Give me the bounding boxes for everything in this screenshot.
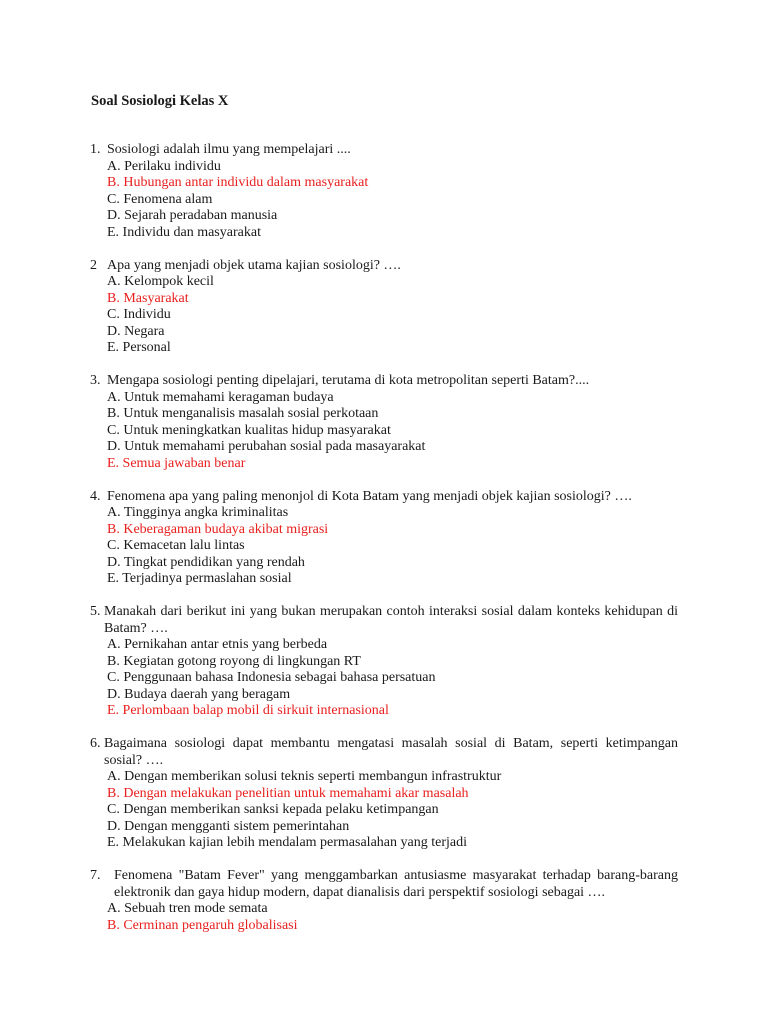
question-number: 5. — [90, 604, 101, 619]
option-list — [90, 901, 678, 934]
question-2 — [90, 258, 678, 357]
option: C. Untuk meningkatkan kualitas hidup masyarakat — [107, 422, 391, 438]
option: C. Individu — [107, 307, 171, 322]
option: A. Dengan memberikan solusi teknis seperti membangun infrastruktur — [107, 769, 502, 784]
question-text: Mengapa sosiologi penting dipelajari, terutama di kota metropolitan seperti Batam?.... — [107, 373, 590, 388]
question-stem — [90, 736, 678, 769]
question-1 — [90, 142, 678, 241]
question-6 — [90, 736, 678, 852]
option: E. Individu dan masyarakat — [107, 224, 261, 240]
option: A. Pernikahan antar etnis yang berbeda — [107, 637, 328, 652]
option: D. Untuk memahami perubahan sosial pada masayarakat — [107, 439, 426, 454]
option: B. Kegiatan gotong royong di lingkungan RT — [107, 653, 361, 669]
option: E. Personal — [107, 340, 171, 355]
option-list — [90, 159, 678, 242]
option-correct: B. Keberagaman budaya akibat migrasi — [107, 521, 329, 537]
option: E. Terjadinya permaslahan sosial — [107, 571, 292, 586]
question-number: 3. — [90, 373, 101, 388]
option: E. Melakukan kajian lebih mendalam permasalahan yang terjadi — [107, 835, 467, 850]
option: A. Tingginya angka kriminalitas — [107, 505, 289, 520]
option: A. Kelompok kecil — [107, 274, 214, 289]
question-stem — [90, 489, 678, 506]
option-list — [90, 769, 678, 852]
option-correct: B. Hubungan antar individu dalam masyarakat — [107, 175, 369, 190]
option-correct: B. Cerminan pengaruh globalisasi — [107, 917, 298, 933]
question-3 — [90, 373, 678, 472]
option: C. Kemacetan lalu lintas — [107, 538, 245, 553]
option-correct: E. Semua jawaban benar — [107, 455, 246, 471]
question-number: 7. — [90, 868, 101, 883]
option-correct: E. Perlombaan balap mobil di sirkuit internasional — [107, 703, 389, 718]
option: D. Tingkat pendidikan yang rendah — [107, 554, 305, 570]
question-stem — [90, 868, 678, 901]
option: A. Perilaku individu — [107, 158, 221, 174]
option-list — [90, 505, 678, 588]
question-number: 6. — [90, 736, 101, 751]
question-text: Apa yang menjadi objek utama kajian sosiologi? …. — [107, 257, 401, 273]
option: C. Penggunaan bahasa Indonesia sebagai bahasa persatuan — [107, 670, 436, 685]
question-text: Bagaimana sosiologi dapat membantu mengatasi masalah sosial di Batam, seperti ketimpangan sosial? …. — [104, 736, 678, 768]
option: C. Fenomena alam — [107, 191, 213, 207]
option-list — [90, 274, 678, 357]
question-text: Fenomena "Batam Fever" yang menggambarkan antusiasme masyarakat terhadap barang-barang elektronik dan gaya hidup modern, dapat dianalisis dari perspektif sosiologi sebagai …. — [114, 868, 678, 900]
option-list — [90, 390, 678, 473]
question-text: Fenomena apa yang paling menonjol di Kota Batam yang menjadi objek kajian sosiologi? …. — [107, 488, 632, 504]
option: D. Sejarah peradaban manusia — [107, 208, 278, 223]
question-stem — [90, 258, 678, 275]
option: C. Dengan memberikan sanksi kepada pelaku ketimpangan — [107, 802, 439, 817]
question-stem — [90, 604, 678, 637]
question-text: Sosiologi adalah ilmu yang mempelajari .... — [107, 142, 351, 157]
option: D. Budaya daerah yang beragam — [107, 686, 291, 702]
question-4 — [90, 489, 678, 588]
document-title: Soal Sosiologi Kelas X — [91, 93, 229, 109]
question-7 — [90, 868, 678, 934]
question-number: 1. — [90, 142, 101, 157]
option: D. Negara — [107, 323, 165, 339]
option: B. Untuk menganalisis masalah sosial perkotaan — [107, 406, 379, 421]
question-5 — [90, 604, 678, 720]
option-list — [90, 637, 678, 720]
question-number: 2 — [90, 257, 97, 273]
option-correct: B. Dengan melakukan penelitian untuk memahami akar masalah — [107, 785, 469, 801]
question-stem — [90, 142, 678, 159]
option: A. Sebuah tren mode semata — [107, 901, 268, 916]
option: D. Dengan mengganti sistem pemerintahan — [107, 818, 350, 834]
option: A. Untuk memahami keragaman budaya — [107, 389, 334, 405]
question-number: 4. — [90, 488, 101, 504]
question-text: Manakah dari berikut ini yang bukan merupakan contoh interaksi sosial dalam konteks kehidupan di Batam? …. — [104, 604, 678, 636]
option-correct: B. Masyarakat — [107, 290, 189, 306]
question-list — [90, 142, 678, 951]
question-stem — [90, 373, 678, 390]
